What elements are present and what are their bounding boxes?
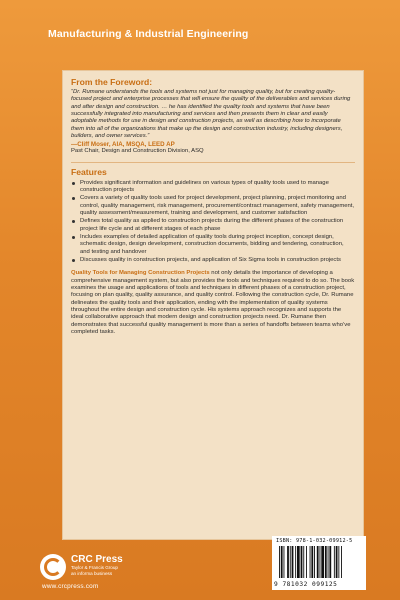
bullet-icon [72, 220, 75, 223]
content-panel [62, 70, 364, 540]
features-list [71, 180, 355, 265]
publisher-name: CRC Press [71, 554, 123, 565]
bullet-icon [72, 259, 75, 262]
description-body: not only details the importance of developing a comprehensive management system, but also provides the tools and techniques required to do so. The book examines the usage and applications of tools and techniques in different phases of a construction project, focusing on plan quality, quality assurance, and quality control. Following the construction cycle, Dr. Rumane delineates the quality tools and their application, ending with the implementation of quality systems throughout the entire design and construction cycle. His systems approach recognizes and supports the ideal collaborative approach that modern design and construction projects need. Dr. Rumane then demonstrates that successful quality management is more than a series of handoffs between teams who’ve completed tasks. [71, 270, 355, 336]
barcode-icon [278, 546, 360, 578]
foreword-author: —Cliff Moser, AIA, MSQA, LEED AP [71, 141, 175, 149]
bullet-icon [72, 197, 75, 200]
barcode-digits: 9 781032 099125 [274, 581, 338, 588]
feature-text: Defines total quality as applied to construction projects during the different phases of the construction project life cycle and at different stages of each phase [80, 218, 344, 232]
publisher-subline-1: Taylor & Francis Group [71, 565, 118, 570]
publisher-website: www.crcpress.com [42, 583, 99, 590]
publisher-text [71, 554, 123, 576]
feature-text: Includes examples of detailed application of quality tools during project inception, concept design, schematic design, design development, construction documents, bidding and tendering, construction, and testing and handover [80, 234, 344, 255]
feature-text: Covers a variety of quality tools used for project development, project planning, project monitoring and control, quality management, risk management, procurement/contract management, safety management, quality assessment/measurement, training and development, and customer satisfaction [80, 195, 355, 216]
feature-item [71, 180, 355, 195]
isbn-barcode-box [272, 536, 366, 590]
bullet-icon [72, 182, 75, 185]
feature-text: Discusses quality in construction projects, and application of Six Sigma tools in construction projects [80, 257, 341, 264]
foreword-heading: From the Foreword: [71, 77, 153, 87]
book-title: Quality Tools for Managing Construction Projects [71, 270, 210, 277]
feature-text: Provides significant information and guidelines on various types of quality tools used to manage construction projects [80, 179, 329, 193]
category-label: Manufacturing & Industrial Engineering [48, 28, 249, 40]
foreword-affiliation: Past Chair, Design and Construction Division, ASQ [71, 148, 204, 155]
section-divider [71, 162, 355, 163]
feature-item [71, 218, 355, 233]
foreword-quote: “Dr. Rumane understands the tools and systems not just for managing quality, but for creating quality-focused project and enterprise processes that will ensure the quality of the deliverables and services during and after design and construction. … he has identified the quality tools and systems that have been successfully integrated into manufacturing and services and then presents them in clear and easily adoptable methods for use in design and construction projects, as well as describing how to incorporate them into all of the organizations that make up the design and construction industry, including designers, builders, and owner services.” [71, 89, 351, 140]
features-heading: Features [71, 166, 107, 177]
crc-press-logo-icon [40, 554, 66, 580]
bullet-icon [72, 236, 75, 239]
book-description [71, 270, 355, 336]
feature-item [71, 195, 355, 217]
feature-item [71, 234, 355, 256]
feature-item [71, 257, 355, 264]
isbn-label: ISBN: 978-1-032-09912-5 [276, 538, 353, 544]
publisher-subline-2: an informa business [71, 570, 113, 576]
